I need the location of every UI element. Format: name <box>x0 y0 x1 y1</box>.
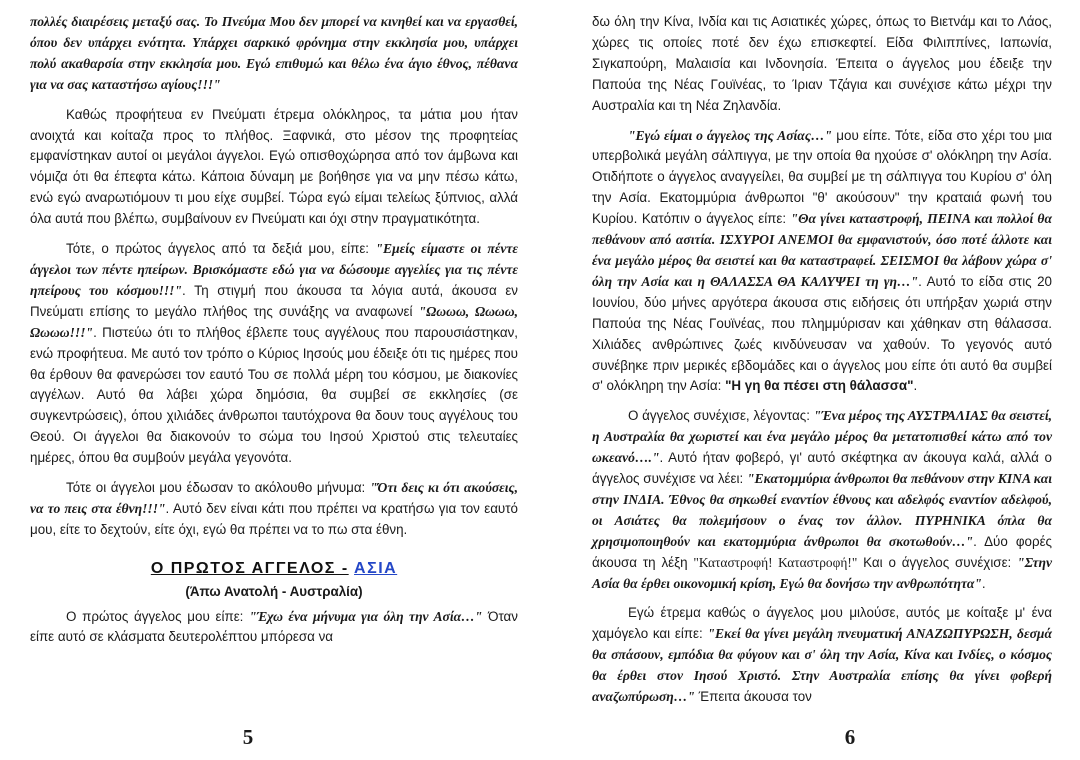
angel-quote: "Εκεί θα γίνει μεγάλη πνευματική ΑΝΑΖΩΠΥΡΩΣΗ, δεσμά θα σπάσουν, εμπόδια θα φύγουν και σ' όλη την Ασία, Κίνα και Ινδίες, ο κόσμος θα έρθει στον Ιησού Χριστό. Στην Αυστραλία επίσης θα γίνει φοβερή αναζωπύρωση…" <box>592 626 1052 705</box>
body-text: . Τη στιγμή που άκουσα τα λόγια αυτά, άκουσα εν Πνεύματι επίσης το μεγάλο πλήθος της συνάξης να αναφωνεί <box>30 282 518 319</box>
angel-quote: "Ότι δεις κι ότι ακούσεις, να το πεις στα έθνη!!!" <box>30 480 518 516</box>
body-text: Ο πρώτος άγγελος μου είπε: <box>66 608 250 624</box>
angel-quote: "Έχω ένα μήνυμα για όλη την Ασία…" <box>249 608 483 624</box>
right-page <box>540 0 1080 760</box>
paragraph <box>592 603 1052 708</box>
paragraph: δω όλη την Κίνα, Ινδία και τις Ασιατικές χώρες, όπως το Βιετνάμ και το Λάος, χώρες τις οποίες ποτέ δεν έχω επισκεφτεί. Είδα Φιλιππίνες, Ιαπωνία, Σιγκαπούρη, Μαλαισία και Ινδονησία. Έπειτα ο άγγελος μου έδειξε την Παπούα της Νέας Γουϊνέας, το Ίριαν Τζάγια και συνέχισε κάτω μέχρι την Αυστραλία και τη Νέα Ζηλανδία. <box>592 14 1052 113</box>
section-heading-title: Ο ΠΡΩΤΟΣ ΑΓΓΕΛΟΣ - <box>150 559 349 577</box>
prophecy-quote: πολλές διαιρέσεις μεταξύ σας. Το Πνεύμα Μου δεν μπορεί να κινηθεί και να εργασθεί, όπου δεν υπάρχει ενότητα. Υπάρχει σαρκικό φρόνημα στην εκκλησία μου, υπάρχει πολύ ακαθαρσία στην εκκλησία μου. Εγώ επιθυμώ και θέλω ένα άγιο έθνος, πέθανα για να σας καταστήσω αγίους!!!" <box>30 14 518 92</box>
angel-quote: "Εκατομμύρια άνθρωποι θα πεθάνουν στην ΚΙΝΑ και στην ΙΝΔΙΑ. Έθνος θα σηκωθεί εναντίον έθνους και αδελφός εναντίον αδελφού, οι Ασιάτες θα πολεμήσουν ο ένας τον άλλον. ΠΥΡΗΝΙΚΑ όπλα θα χρησιμοποιηθούν και εκατομμύρια άνθρωποι θα σκοτωθούν…" <box>592 471 1052 549</box>
paragraph <box>30 239 518 469</box>
crowd-quote: "Ωωωω, Ωωωω, Ωωωω!!!" <box>30 303 518 340</box>
body-text: Ο άγγελος συνέχισε, λέγοντας: <box>628 408 814 424</box>
paragraph <box>30 607 518 649</box>
body-text: Όταν είπε αυτό σε κλάσματα δευτερολέπτου μπόρεσα να <box>30 608 518 645</box>
section-subheading: (Άπω Ανατολή - Αυστραλία) <box>185 583 363 599</box>
body-text: . Δύο φορές άκουσα τη λέξη <box>592 533 1052 570</box>
page-number: 6 <box>844 725 856 750</box>
body-text: . Αυτό δεν είναι κάτι που πρέπει να κρατήσω για τον εαυτό μου, είτε το δεχτούν, είτε όχι, εγώ θα πρέπει να το πω στα έθνη. <box>30 500 518 537</box>
paragraph: Καθώς προφήτευα εν Πνεύματι έτρεμα ολόκληρος, τα μάτια μου ήταν ανοιχτά και κοίταζα προς το πλήθος. Ξαφνικά, στο μέσον της προφητείας εμφανίστηκαν αυτοί οι μεγάλοι άγγελοι. Εγώ οπισθοχώρησα από τον άμβωνα και νόμιζα ότι θα έπεφτα κάτω. Κάποια δύναμη με βοήθησε για να μην πέσω κάτω, ενώ εγώ αναρωτιόμουν τι μου είχε συμβεί. Τώρα εγώ είμαι τελείως ξύπνιος, αλλά όλα αυτά που βλέπω, συμβαίνουν εν Πνεύματι και όχι στην πραγματικότητα. <box>30 106 518 227</box>
angel-quote: "Εμείς είμαστε οι πέντε άγγελοι των πέντε ηπείρων. Βρισκόμαστε εδώ για να δώσουμε αγγελίες για τις πέντε ηπείρους του κόσμου!!!" <box>30 241 518 298</box>
body-text: μου είπε. Τότε, είδα στο χέρι του μια υπερβολικά μεγάλη σάλπιγγα, με την οποία θα ηχούσε σ' ολόκληρη την Ασία. Οτιδήποτε ο άγγελος αναγγείλει, θα συμβεί με τη σάλπιγγα του Κυρίου σ' όλη την Ασία. Εκατομμύρια άνθρωποι "θ' ακούσουν" την κραταιά φωνή του Κυρίου. Κατόπιν ο άγγελος είπε: <box>592 127 1052 227</box>
body-text: . Πιστεύω ότι το πλήθος έβλεπε τους αγγέλους που παρουσιάστηκαν, ενώ προφήτευα. Με αυτό τον τρόπο ο Κύριος Ιησούς μου έδειξε ότι τις ημέρες που θα έρθουν θα φανερώσει τον εαυτό Του σε πολλά μέρη του κόσμου, με διακονίες αγγέλων. Αυτό θα λάβει χώρα δημόσια, θα συμβεί σε εκκλησίες (σε συγκεντρώσεις), όπου χιλιάδες άνθρωποι ταυτόχρονα θα δουν τους αγγέλους του Θεού. Οι άγγελοι θα διακονούν το σώμα του Ιησού Χριστού στις τελευταίες ημέρες, όπου θα συμβούν μεγάλα γεγονότα. <box>30 324 518 466</box>
body-text: . <box>981 575 986 591</box>
bold-quote: "Η γη θα πέσει στη θάλασσα" <box>725 378 914 394</box>
angel-quote: "Ένα μέρος της ΑΥΣΤΡΑΛΙΑΣ θα σειστεί, η Αυστραλία θα χωριστεί και ένα μεγάλο μέρος θα μετατοπισθεί κάτω από τον ωκεανό…." <box>592 408 1052 466</box>
angel-quote: "Στην Ασία θα έρθει οικονομική κρίση, Εγώ θα δονήσω την ανθρωπότητα" <box>592 554 1052 591</box>
paragraph <box>592 126 1052 398</box>
section-heading <box>30 559 518 580</box>
angel-quote: "Εγώ είμαι ο άγγελος της Ασίας…" <box>628 127 833 143</box>
exclamation-quote: "Καταστροφή! Καταστροφή!" <box>693 554 858 570</box>
body-text: . Αυτό ήταν φοβερό, γι' αυτό σκέφτηκα αν άκουγα καλά, αλλά ο άγγελος συνέχισε να λέει: <box>592 450 1052 487</box>
body-text: Και ο άγγελος συνέχισε: <box>857 554 1018 570</box>
paragraph <box>30 478 518 541</box>
body-text: . <box>913 378 918 394</box>
section-heading-continent: ΑΣΙΑ <box>354 559 398 577</box>
body-text: Τότε οι άγγελοι μου έδωσαν το ακόλουθο μήνυμα: <box>66 480 370 496</box>
paragraph <box>592 406 1052 594</box>
paragraph <box>30 12 518 96</box>
angel-quote: "Θα γίνει καταστροφή, ΠΕΙΝΑ και πολλοί θα πεθάνουν από ασιτία. ΙΣΧΥΡΟΙ ΑΝΕΜΟΙ θα εμφανιστούν, όσο ποτέ άλλοτε και ένα μεγάλο μέρος θα σειστεί και θα καταστραφεί. ΣΕΙΣΜΟΙ θα λάβουν χώρα σ' όλη την Ασία και η ΘΑΛΑΣΣΑ ΘΑ ΚΑΛΥΨΕΙ τη γη…" <box>592 211 1052 289</box>
body-text: Τότε, ο πρώτος άγγελος από τα δεξιά μου, είπε: <box>66 241 376 257</box>
body-text: Έπειτα άκουσα τον <box>694 689 812 705</box>
body-text: Εγώ έτρεμα καθώς ο άγγελος μου μιλούσε, αυτός με κοίταξε μ' ένα χαμόγελο και είπε: <box>592 605 1052 642</box>
body-text: . Αυτό το είδα στις 20 Ιουνίου, δύο μήνες αργότερα άκουσα στις ειδήσεις ότι υπήρξαν χωριά στην Παπούα της Νέας Γουϊνέας, που πλημμύρισαν και χάθηκαν στη θάλασσα. Χιλιάδες ανθρώπινες ζωές κινδύνευσαν να χαθούν. Το γεγονός αυτό συνέβηκε πριν μερικές εβδομάδες και ο άγγελος μου είπε ότι αυτό θα συμβεί σ' ολόκληρη την Ασία: <box>592 273 1052 394</box>
page-number: 5 <box>242 725 254 750</box>
